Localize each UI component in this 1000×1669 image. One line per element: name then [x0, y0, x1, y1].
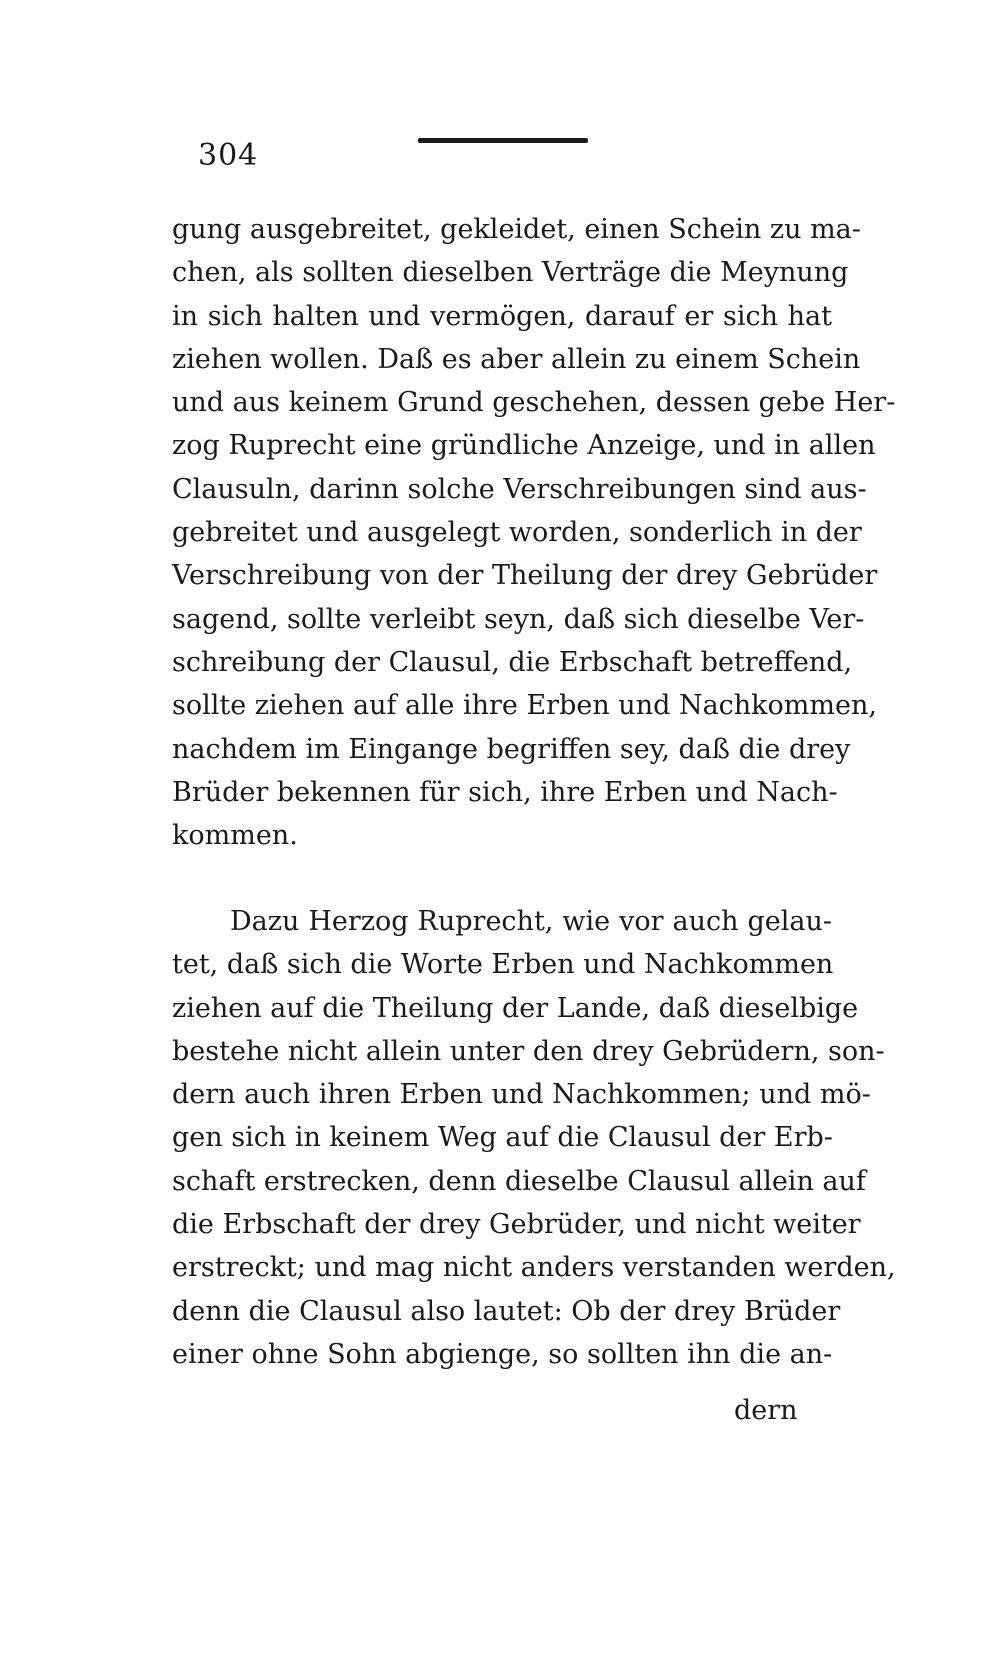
text-line: schaft erstrecken, denn dieselbe Clausul allein auf: [172, 1165, 866, 1197]
text-line: Brüder bekennen für sich, ihre Erben und Nach-: [172, 776, 838, 808]
text-line: die Erbschaft der drey Gebrüder, und nicht weiter: [172, 1209, 861, 1241]
text-line: Clausuln, darinn solche Verschreibungen sind aus-: [172, 473, 867, 505]
catchword: dern: [734, 1395, 798, 1426]
paragraph-2: [172, 900, 896, 1376]
text-line: einer ohne Sohn abgienge, so sollten ihn die an-: [172, 1338, 833, 1370]
text-line: gen sich in keinem Weg auf die Clausul der Erb-: [172, 1122, 833, 1154]
text-line: kommen.: [172, 820, 298, 852]
text-line: denn die Clausul also lautet: Ob der drey Brüder: [172, 1295, 841, 1327]
paragraph-1: [172, 208, 896, 857]
text-line: zog Ruprecht eine gründliche Anzeige, und in allen: [172, 430, 876, 462]
text-line: Verschreibung von der Theilung der drey Gebrüder: [172, 560, 878, 592]
text-line: chen, als sollten dieselben Verträge die Meynung: [172, 257, 849, 289]
text-line: nachdem im Eingange begriffen sey, daß die drey: [172, 733, 851, 765]
text-line: schreibung der Clausul, die Erbschaft betreffend,: [172, 646, 853, 678]
text-line: sagend, sollte verleibt seyn, daß sich dieselbe Ver-: [172, 603, 865, 635]
text-line: dern auch ihren Erben und Nachkommen; und mö-: [172, 1079, 871, 1111]
page-number: 304: [198, 138, 259, 173]
text-line: sollte ziehen auf alle ihre Erben und Nachkommen,: [172, 690, 877, 722]
header-rule: [418, 138, 588, 143]
text-line: bestehe nicht allein unter den drey Gebrüdern, son-: [172, 1035, 885, 1067]
text-line: und aus keinem Grund geschehen, dessen gebe Her-: [172, 387, 896, 419]
text-line: gung ausgebreitet, gekleidet, einen Schein zu ma-: [172, 214, 861, 245]
text-line: ziehen wollen. Daß es aber allein zu einem Schein: [172, 343, 861, 375]
text-line: ziehen auf die Theilung der Lande, daß dieselbige: [172, 992, 859, 1024]
text-line: Dazu Herzog Ruprecht, wie vor auch gelau-: [230, 906, 832, 937]
text-line: gebreitet und ausgelegt worden, sonderlich in der: [172, 517, 862, 549]
text-line: in sich halten und vermögen, darauf er sich hat: [172, 300, 832, 332]
text-line: tet, daß sich die Worte Erben und Nachkommen: [172, 949, 834, 981]
text-line: erstreckt; und mag nicht anders verstanden werden,: [172, 1252, 896, 1284]
